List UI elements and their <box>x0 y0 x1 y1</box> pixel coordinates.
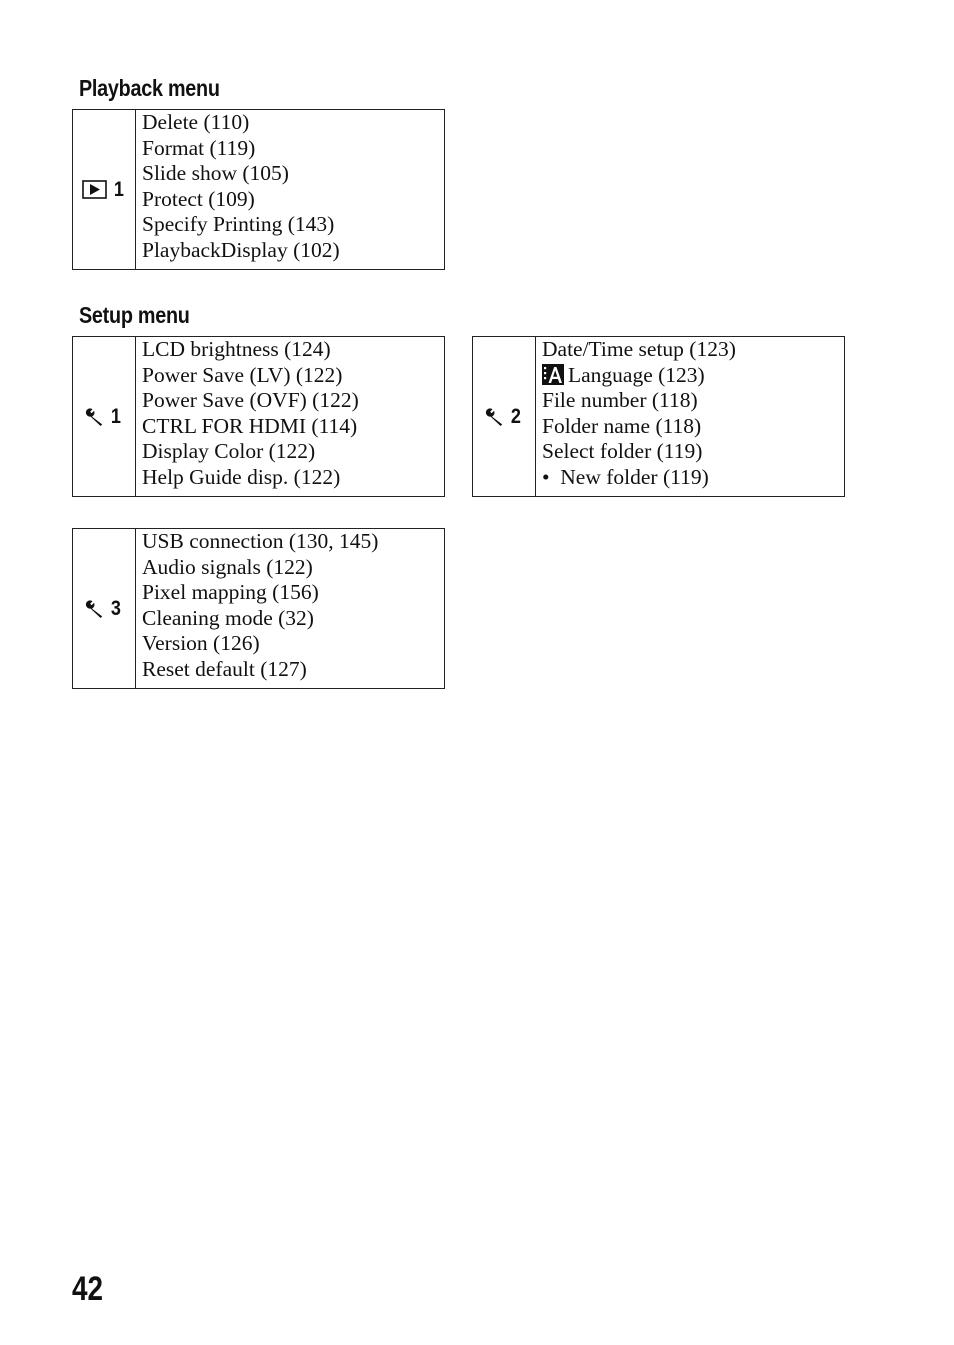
setup-tab-2 <box>473 337 536 496</box>
list-item: Protect (109) <box>142 186 255 211</box>
list-item: Pixel mapping (156) <box>142 580 319 605</box>
setup-2-item-list <box>536 337 736 496</box>
wrench-icon <box>84 407 104 427</box>
setup-tab-3 <box>73 529 136 688</box>
playback-tab-1 <box>73 110 136 269</box>
list-item: Audio signals (122) <box>142 554 313 579</box>
tab-number: 2 <box>510 404 522 428</box>
setup-tab-1 <box>73 337 136 496</box>
setup-3-item-list <box>136 529 378 688</box>
tab-number: 3 <box>110 596 122 620</box>
playback-menu-table <box>72 109 445 270</box>
setup-1-item-list <box>136 337 359 496</box>
list-item: Version (126) <box>142 631 260 656</box>
setup-menu-heading: Setup menu <box>79 302 190 328</box>
list-item: Power Save (OVF) (122) <box>142 388 359 413</box>
list-item: Delete (110) <box>142 110 250 134</box>
setup-menu-table-2 <box>472 336 845 497</box>
language-label: Language (123) <box>568 362 705 387</box>
list-item: USB connection (130, 145) <box>142 529 379 553</box>
list-item: Cleaning mode (32) <box>142 605 314 630</box>
play-icon <box>82 180 107 199</box>
playback-item-list <box>136 110 340 269</box>
list-item: Format (119) <box>142 135 256 160</box>
language-icon <box>542 364 564 385</box>
list-item: Date/Time setup (123) <box>542 337 736 361</box>
page-number: 42 <box>72 1270 104 1308</box>
list-item: Display Color (122) <box>142 439 316 464</box>
setup-menu-table-3 <box>72 528 445 689</box>
list-item: PlaybackDisplay (102) <box>142 237 340 262</box>
list-item-language <box>542 363 736 389</box>
list-item: Slide show (105) <box>142 161 289 186</box>
list-item: Power Save (LV) (122) <box>142 362 343 387</box>
list-item: File number (118) <box>542 388 698 413</box>
playback-menu-heading: Playback menu <box>79 75 220 101</box>
list-item: LCD brightness (124) <box>142 337 331 361</box>
wrench-icon <box>84 599 104 619</box>
list-item: • New folder (119) <box>542 464 709 489</box>
list-item: Specify Printing (143) <box>142 212 335 237</box>
list-item: Folder name (118) <box>542 413 702 438</box>
list-item: Select folder (119) <box>542 439 703 464</box>
tab-number: 1 <box>110 404 122 428</box>
setup-menu-table-1 <box>72 336 445 497</box>
list-item: Reset default (127) <box>142 656 307 681</box>
list-item: CTRL FOR HDMI (114) <box>142 413 358 438</box>
list-item: Help Guide disp. (122) <box>142 464 341 489</box>
wrench-icon <box>484 407 504 427</box>
tab-number: 1 <box>113 177 124 201</box>
